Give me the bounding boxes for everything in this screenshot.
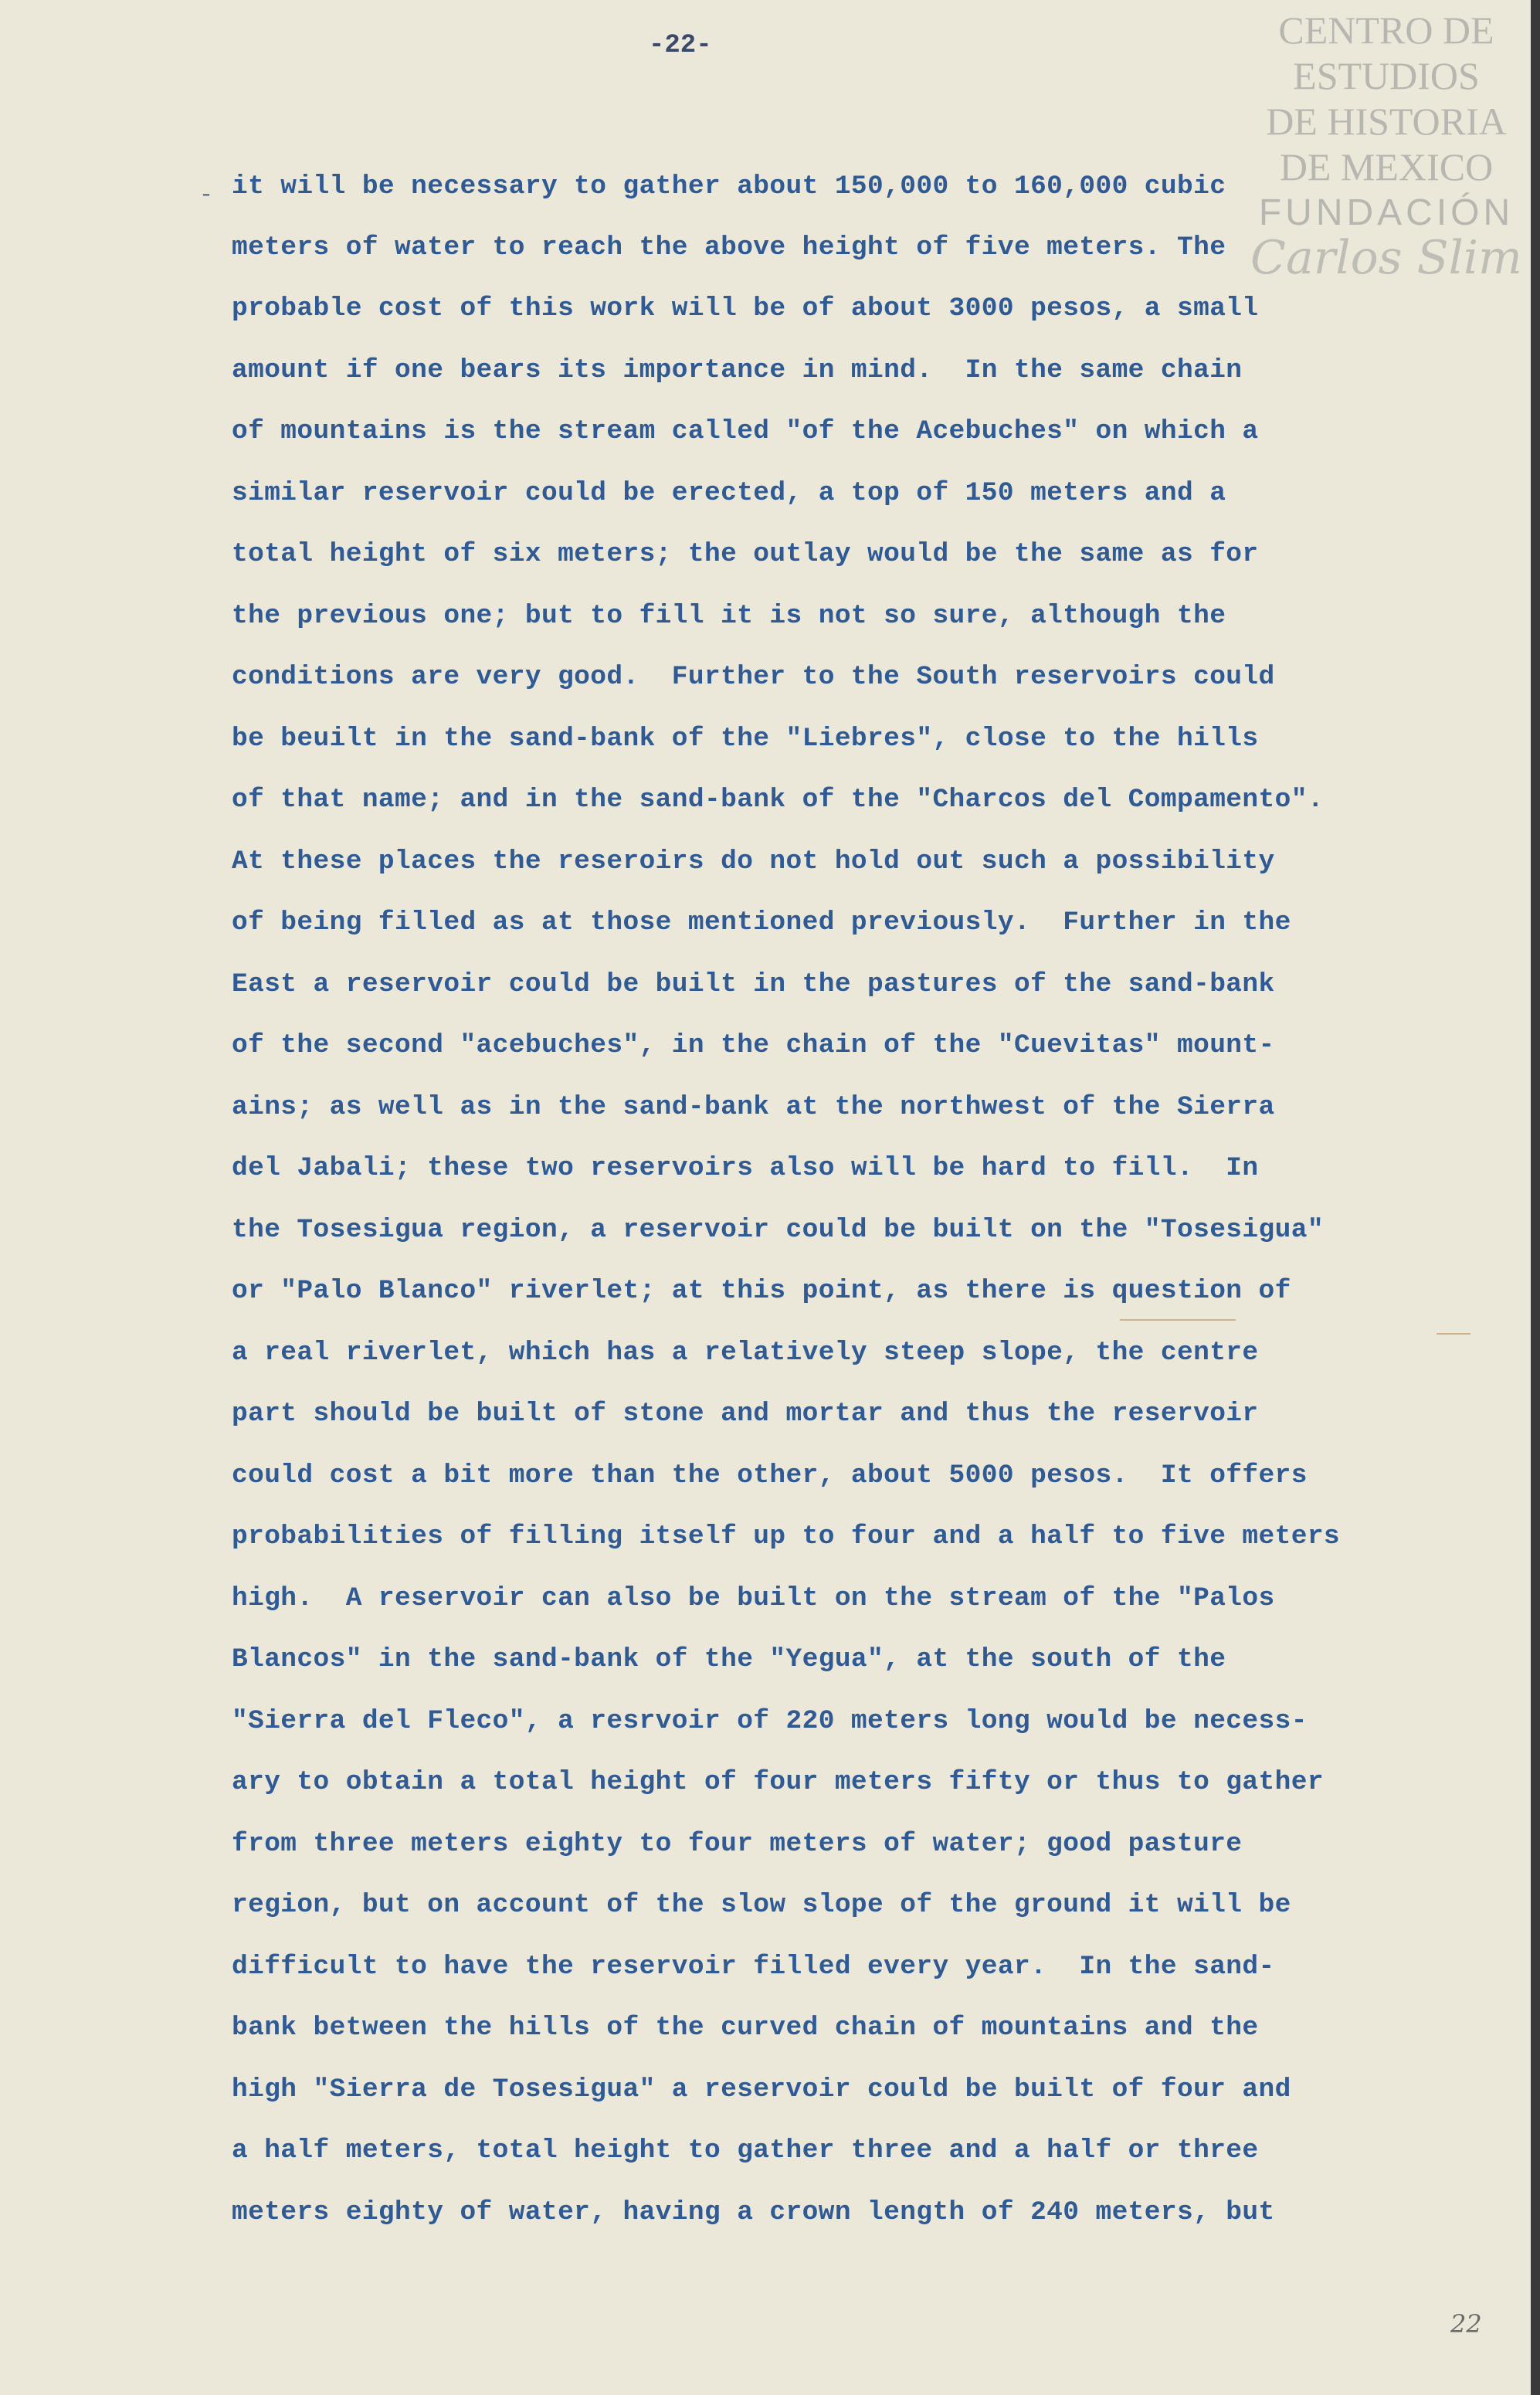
text-line: meters eighty of water, having a crown length of 240 meters, but <box>232 2197 1275 2227</box>
watermark-line: DE MEXICO <box>1279 145 1494 188</box>
watermark-line: DE HISTORIA <box>1266 100 1507 143</box>
text-line: ains; as well as in the sand-bank at the northwest of the Sierra <box>232 1092 1275 1122</box>
text-line: probable cost of this work will be of about 3000 pesos, a small <box>232 293 1259 324</box>
text-line: difficult to have the reservoir filled every year. In the sand- <box>232 1952 1275 1982</box>
corner-page-number: 22 <box>1450 2309 1482 2339</box>
text-line: from three meters eighty to four meters of water; good pasture <box>232 1829 1243 1859</box>
archive-watermark <box>1236 8 1537 285</box>
watermark-foundation: FUNDACIÓN <box>1258 192 1515 233</box>
text-line: bank between the hills of the curved chain of mountains and the <box>232 2013 1259 2043</box>
text-line: of being filled as at those mentioned previously. Further in the <box>232 907 1291 938</box>
text-line: of mountains is the stream called "of the Acebuches" on which a <box>232 416 1259 446</box>
text-line: of that name; and in the sand-bank of the "Charcos del Compamento". <box>232 785 1324 815</box>
pencil-underline <box>1120 1319 1236 1321</box>
text-line: del Jabali; these two reservoirs also will be hard to fill. In <box>232 1153 1259 1183</box>
text-line: East a reservoir could be built in the pastures of the sand-bank <box>232 969 1275 999</box>
text-line: At these places the reseroirs do not hold out such a possibility <box>232 846 1275 877</box>
margin-tick-mark: - <box>199 182 214 209</box>
watermark-line: CENTRO DE <box>1278 8 1494 52</box>
text-line: the Tosesigua region, a reservoir could be built on the "Tosesigua" <box>232 1215 1324 1245</box>
text-line: or "Palo Blanco" riverlet; at this point, as there is question of <box>232 1276 1291 1306</box>
text-line: amount if one bears its importance in mind. In the same chain <box>232 355 1243 385</box>
text-line: a half meters, total height to gather three and a half or three <box>232 2135 1259 2166</box>
text-line: Blancos" in the sand-bank of the "Yegua", at the south of the <box>232 1644 1226 1674</box>
text-line: conditions are very good. Further to the South reservoirs could <box>232 662 1275 692</box>
text-line: high "Sierra de Tosesigua" a reservoir could be built of four and <box>232 2074 1291 2105</box>
text-line: could cost a bit more than the other, about 5000 pesos. It offers <box>232 1460 1308 1491</box>
page-number: -22- <box>649 31 712 60</box>
text-line: high. A reservoir can also be built on the stream of the "Palos <box>232 1583 1275 1613</box>
pencil-margin-mark <box>1437 1333 1470 1335</box>
text-line: the previous one; but to fill it is not so sure, although the <box>232 601 1226 631</box>
text-line: "Sierra del Fleco", a resrvoir of 220 meters long would be necess- <box>232 1706 1308 1736</box>
text-line: similar reservoir could be erected, a top of 150 meters and a <box>232 478 1226 508</box>
watermark-signature: Carlos Slim <box>1250 231 1522 285</box>
text-line: of the second "acebuches", in the chain of the "Cuevitas" mount- <box>232 1030 1275 1060</box>
text-line: ary to obtain a total height of four meters fifty or thus to gather <box>232 1767 1324 1797</box>
watermark-line: ESTUDIOS <box>1293 54 1480 97</box>
text-line: be beuilt in the sand-bank of the "Liebres", close to the hills <box>232 724 1259 754</box>
text-line: it will be necessary to gather about 150,000 to 160,000 cubic <box>232 171 1226 202</box>
text-line: part should be built of stone and mortar and thus the reservoir <box>232 1399 1259 1429</box>
text-line: a real riverlet, which has a relatively steep slope, the centre <box>232 1338 1259 1368</box>
text-line: probabilities of filling itself up to four and a half to five meters <box>232 1521 1341 1552</box>
text-line: region, but on account of the slow slope of the ground it will be <box>232 1890 1291 1920</box>
text-line: total height of six meters; the outlay would be the same as for <box>232 539 1259 569</box>
text-line: meters of water to reach the above height of five meters. The <box>232 232 1226 263</box>
